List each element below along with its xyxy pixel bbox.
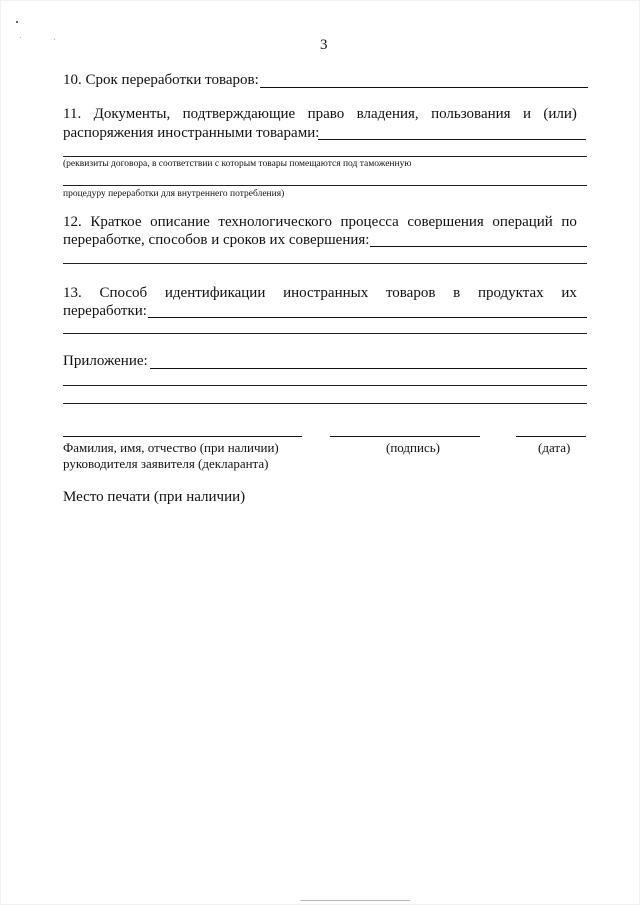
signature-name-label-1: Фамилия, имя, отчество (при наличии) — [63, 440, 279, 455]
item-12-word: 12. — [63, 214, 82, 230]
scan-artifact-dot — [54, 39, 55, 40]
item-12-word: технологического — [218, 214, 332, 230]
item-12-word: операций — [492, 214, 553, 230]
signature-date-line — [516, 436, 586, 437]
item-11-fill-line-full — [63, 156, 587, 157]
item-11-first-line — [63, 105, 577, 123]
item-11-word: право — [307, 106, 345, 122]
item-11-second-line: распоряжения иностранными товарами: — [63, 125, 320, 141]
appendix-label: Приложение: — [63, 353, 148, 369]
scan-artifact-dot — [20, 37, 21, 38]
signature-sign-line — [330, 436, 480, 437]
scan-artifact-dot — [16, 21, 18, 23]
item-13-fill-line — [148, 317, 587, 318]
item-10-label: 10. Срок переработки товаров: — [63, 72, 259, 88]
item-13-word: в — [453, 285, 461, 301]
item-12-fill-line-full — [63, 263, 587, 264]
signature-sign-label: (подпись) — [386, 440, 440, 455]
item-11-word: 11. — [63, 106, 82, 122]
item-12-word: совершения — [407, 214, 484, 230]
scan-bottom-edge — [300, 900, 410, 901]
item-12-fill-line — [370, 246, 587, 247]
item-13-second-line: переработки: — [63, 303, 147, 319]
item-11-word: и — [522, 106, 531, 122]
page-number: 3 — [320, 37, 328, 53]
item-11-word: пользования — [431, 106, 511, 122]
item-11-note-1: (реквизиты договора, в соответствии с которым товары помещаются под таможенную — [63, 159, 412, 169]
item-11-fill-line-full — [63, 185, 587, 186]
item-12-word: процесса — [340, 214, 399, 230]
appendix-fill-line-full — [63, 385, 587, 386]
item-11-word: (или) — [543, 106, 577, 122]
item-11-word: владения, — [356, 106, 419, 122]
item-12-first-line — [63, 213, 577, 231]
item-13-word: 13. — [63, 285, 82, 301]
stamp-label: Место печати (при наличии) — [63, 489, 246, 505]
item-13-word: их — [561, 285, 577, 301]
signature-name-label-2: руководителя заявителя (декларанта) — [63, 456, 269, 471]
item-12-word: по — [561, 214, 577, 230]
item-12-word: Краткое — [90, 214, 142, 230]
item-13-word: иностранных — [283, 285, 369, 301]
signature-name-line — [63, 436, 302, 437]
appendix-fill-line-full — [63, 403, 587, 404]
item-11-word: Документы, — [93, 106, 171, 122]
item-11-note-2: процедуру переработки для внутреннего потребления) — [63, 189, 285, 199]
signature-date-label: (дата) — [538, 440, 571, 455]
item-13-fill-line-full — [63, 333, 587, 334]
item-12-second-line: переработке, способов и сроков их совершения: — [63, 232, 370, 248]
item-13-word: товаров — [385, 285, 436, 301]
item-13-word: Способ — [99, 285, 148, 301]
item-12-word: описание — [150, 214, 210, 230]
appendix-fill-line — [150, 368, 587, 369]
item-11-word: подтверждающие — [182, 106, 296, 122]
item-13-first-line — [63, 284, 577, 302]
item-13-word: идентификации — [164, 285, 266, 301]
item-13-word: продуктах — [477, 285, 544, 301]
item-11-fill-line — [318, 139, 586, 140]
item-10-fill-line — [260, 87, 588, 88]
